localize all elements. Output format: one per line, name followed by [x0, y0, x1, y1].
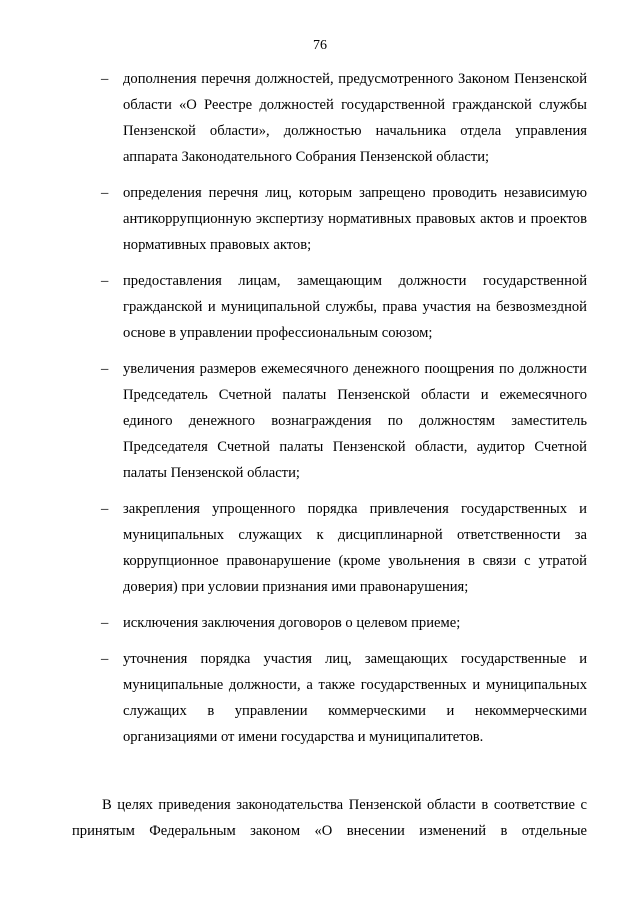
- list-item-text: предоставления лицам, замещающим должности государственной гражданской и муниципальной службы, права участия на безвозмездной основе в управлении профессиональным союзом;: [123, 273, 587, 341]
- page-number: 76: [313, 38, 327, 53]
- dash-bullet: –: [101, 185, 109, 201]
- list-item-text: дополнения перечня должностей, предусмотренного Законом Пензенской области «О Реестре должностей государственной гражданской службы Пензенской области», должностью начальника отдела управления аппарата Законодательного Собрания Пензенской области;: [123, 71, 587, 165]
- list-item: [0, 268, 640, 346]
- list-item: [0, 180, 640, 258]
- list-item: [0, 646, 640, 750]
- list-item-text: уточнения порядка участия лиц, замещающих государственные и муниципальные должности, а также государственных и муниципальных служащих в управлении коммерческими и некоммерческими организациями от имени государства и муниципалитетов.: [123, 651, 587, 745]
- list-item: [0, 496, 640, 600]
- closing-paragraph: В целях приведения законодательства Пензенской области в соответствие с принятым Федеральным законом «О внесении изменений в отдельные: [72, 797, 587, 839]
- dash-bullet: –: [101, 71, 109, 87]
- dash-bullet: –: [101, 615, 109, 631]
- dash-bullet: –: [101, 273, 109, 289]
- list-item-text: закрепления упрощенного порядка привлечения государственных и муниципальных служащих к дисциплинарной ответственности за коррупционное правонарушение (кроме увольнения в связи с утратой доверия) при условии признания ими правонарушения;: [123, 501, 587, 595]
- list-item-text: определения перечня лиц, которым запрещено проводить независимую антикоррупционную экспертизу нормативных правовых актов и проектов нормативных правовых актов;: [123, 185, 587, 253]
- list-item-text: исключения заключения договоров о целевом приеме;: [123, 615, 461, 631]
- dash-bullet: –: [101, 361, 109, 377]
- dash-bullet: –: [101, 501, 109, 517]
- amendments-list: [0, 66, 640, 760]
- dash-bullet: –: [101, 651, 109, 667]
- list-item: [0, 610, 640, 636]
- list-item: [0, 356, 640, 486]
- list-item-text: увеличения размеров ежемесячного денежного поощрения по должности Председатель Счетной палаты Пензенской области и ежемесячного единого денежного вознаграждения по должностям заместитель Председателя Счетной палаты Пензенской области, аудитор Счетной палаты Пензенской области;: [123, 361, 587, 481]
- list-item: [0, 66, 640, 170]
